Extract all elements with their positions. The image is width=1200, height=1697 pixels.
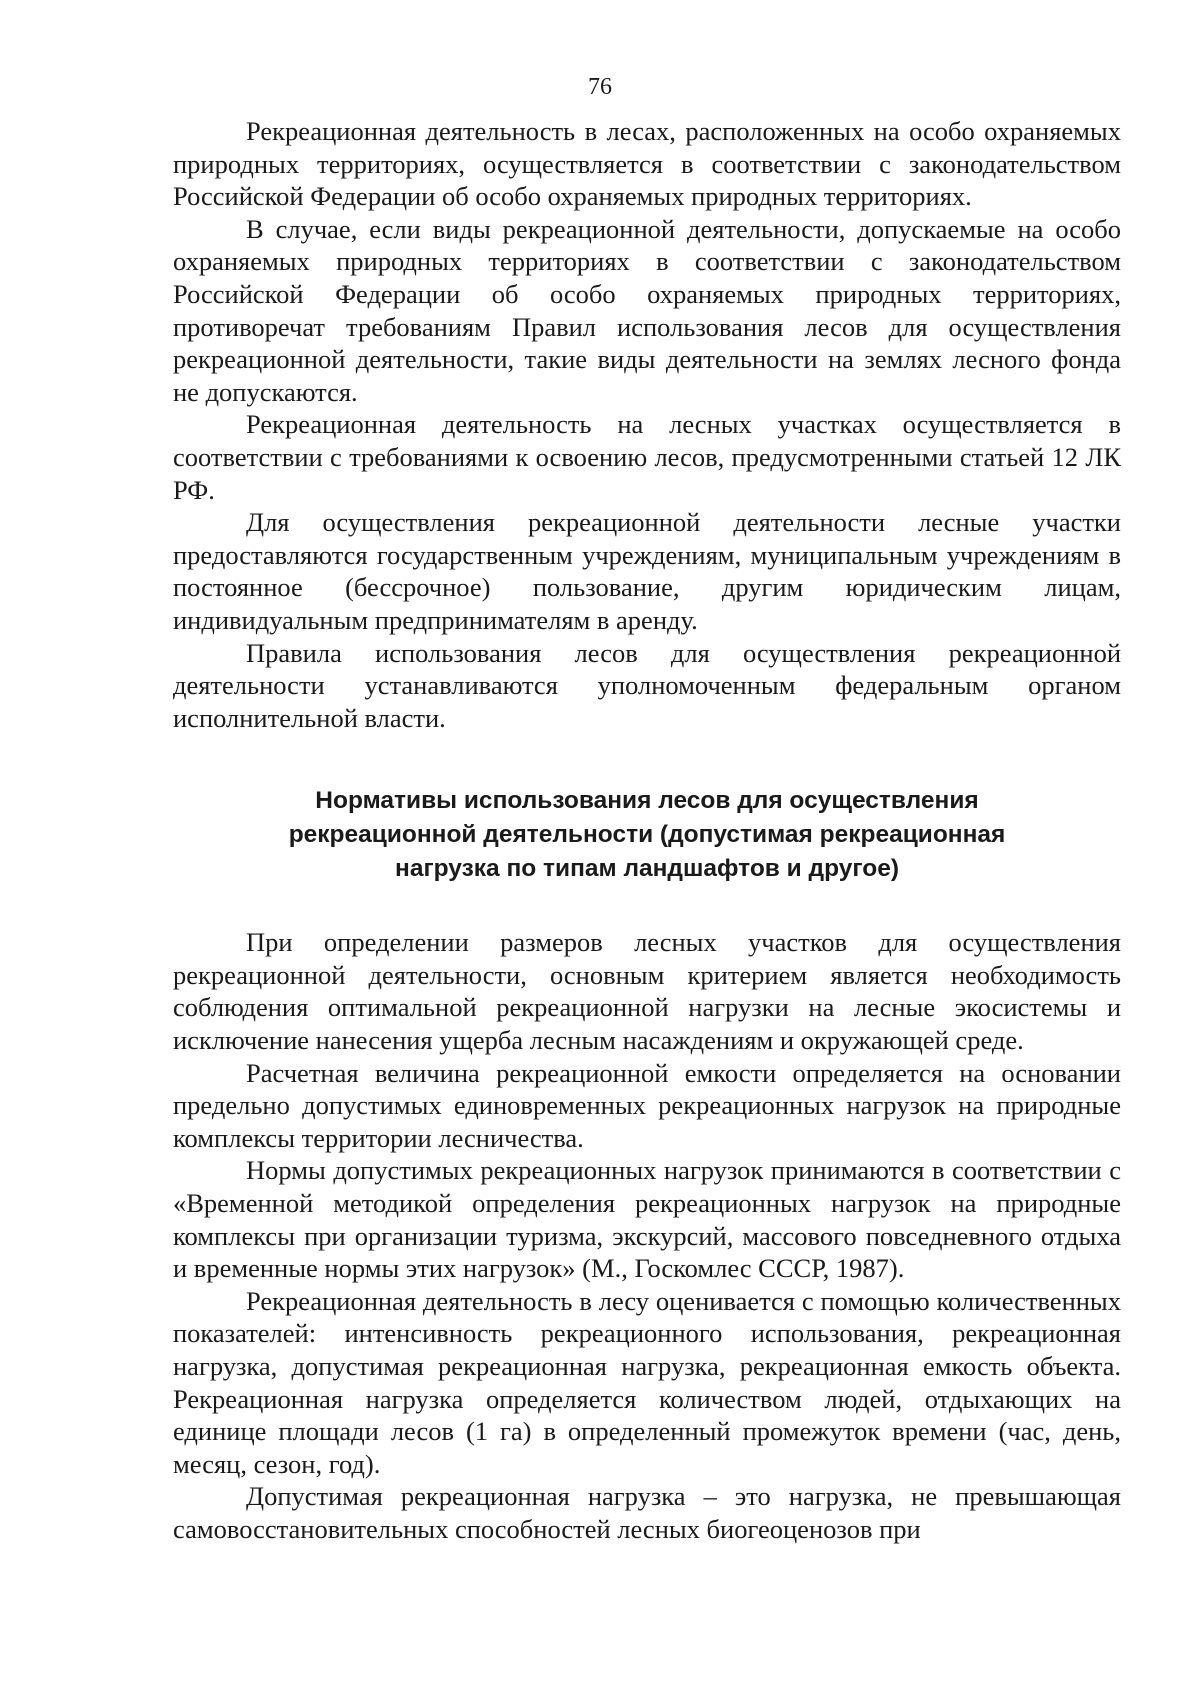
paragraph-permissible-load: Допустимая рекреационная нагрузка – это нагрузка, не превышающая самовосстановительных способностей лесных биогеоценозов при bbox=[173, 1481, 1121, 1544]
page-content bbox=[173, 115, 1121, 1546]
paragraph-forest-plots-requirements: Рекреационная деятельность на лесных участках осуществляется в соответствии с требованиями к освоению лесов, предусмотренными статьей 12 ЛК РФ. bbox=[173, 409, 1121, 505]
paragraph-plot-provision: Для осуществления рекреационной деятельности лесные участки предоставляются государственным учреждениям, муниципальным учреждениям в постоянное (бессрочное) пользование, другим юридическим лицам, индивидуальным предпринимателям в аренду. bbox=[173, 507, 1121, 635]
section-heading-line-1: Нормативы использования лесов для осуществления bbox=[315, 787, 979, 815]
paragraph-protected-territories: Рекреационная деятельность в лесах, расположенных на особо охраняемых природных территориях, осуществляется в соответствии с законодательством Российской Федерации об особо охраняемых природных территориях. bbox=[173, 116, 1121, 212]
paragraph-rules-authority: Правила использования лесов для осуществления рекреационной деятельности устанавливаются уполномоченным федеральным органом исполнительной власти. bbox=[173, 637, 1121, 733]
paragraph-quantitative-indicators: Рекреационная деятельность в лесу оценивается с помощью количественных показателей: интенсивность рекреационного использования, рекреационная нагрузка, допустимая рекреационная нагрузка, рекреационная емкость объекта. Рекреационная нагрузка определяется количеством людей, отдыхающих на единице площади лесов (1 га) в определенный промежуток времени (час, день, месяц, сезон, год). bbox=[173, 1285, 1121, 1479]
paragraph-load-norms: Нормы допустимых рекреационных нагрузок принимаются в соответствии с «Временной методикой определения рекреационных нагрузок на природные комплексы при организации туризма, экскурсий, массового повседневного отдыха и временные нормы этих нагрузок» (М., Госкомлес СССР, 1987). bbox=[173, 1155, 1121, 1284]
paragraph-capacity-calculation: Расчетная величина рекреационной емкости определяется на основании предельно допустимых единовременных рекреационных нагрузок на природные комплексы территории лесничества. bbox=[173, 1057, 1121, 1153]
paragraph-plot-size-criterion: При определении размеров лесных участков для осуществления рекреационной деятельности, основным критерием является необходимость соблюдения оптимальной рекреационной нагрузки на лесные экосистемы и исключение нанесения ущерба лесным насаждениям и окружающей среде. bbox=[173, 927, 1121, 1056]
page-number: 76 bbox=[588, 74, 612, 100]
section-heading-line-2: рекреационной деятельности (допустимая рекреационная bbox=[288, 821, 1006, 849]
section-heading bbox=[173, 784, 1121, 886]
paragraph-conflicting-activities: В случае, если виды рекреационной деятельности, допускаемые на особо охраняемых природных территориях в соответствии с законодательством Российской Федерации об особо охраняемых природных территориях, противоречат требованиям Правил использования лесов для осуществления рекреационной деятельности, такие виды деятельности на землях лесного фонда не допускаются. bbox=[173, 213, 1121, 407]
section-heading-line-3: нагрузка по типам ландшафтов и другое) bbox=[395, 855, 899, 883]
